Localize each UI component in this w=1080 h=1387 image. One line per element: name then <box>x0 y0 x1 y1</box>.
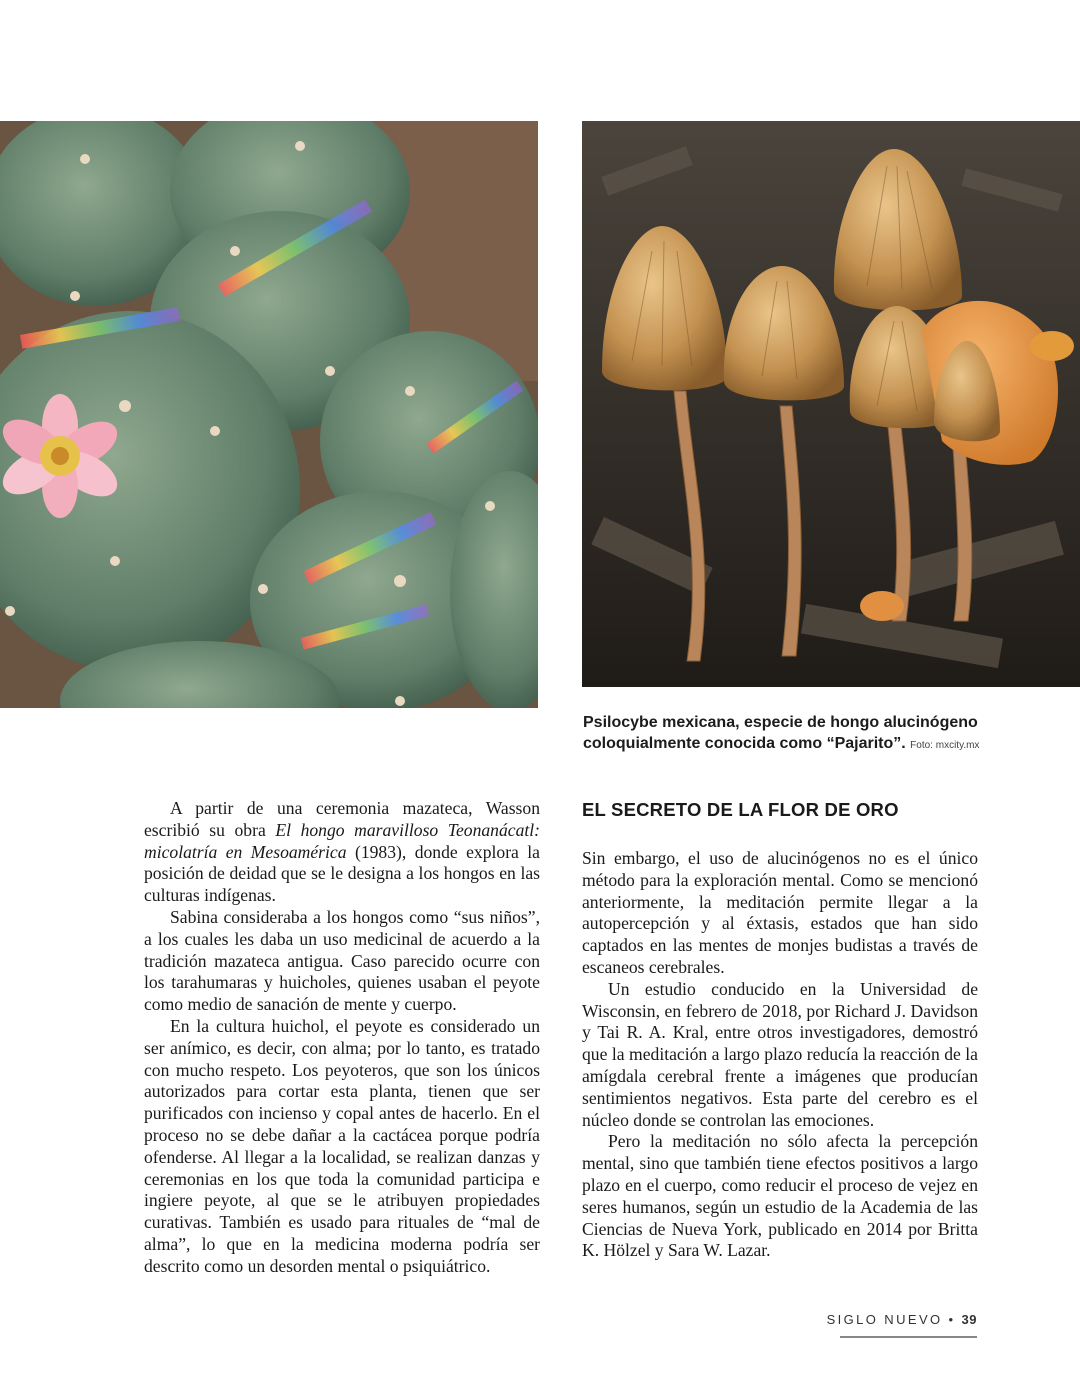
footer-separator: • <box>942 1312 962 1327</box>
left-p1-rest: (1983), donde explora la posición de deidad que se le designa a los hongos en las culturas indígenas. <box>144 841 540 906</box>
photo-credit: Foto: mxcity.mx <box>910 740 980 751</box>
book-title: El hongo maravilloso Teonanácatl: micolatría en Mesoamérica <box>144 819 540 862</box>
section-heading: EL SECRETO DE LA FLOR DE ORO <box>582 799 899 820</box>
left-p1-intro: A partir de una ceremonia mazateca, Wasson escribió su obra <box>144 798 540 840</box>
left-paragraph-2: Sabina consideraba a los hongos como “sus niños”, a los cuales les daba un uso medicinal de acuerdo a la tradición mazateca antigua. Caso parecido ocurre con los tarahumaras y huicholes, quienes usaban el peyote como medio de sanación de mente y cuerpo. <box>144 906 540 1015</box>
magazine-name: SIGLO NUEVO <box>826 1312 943 1327</box>
left-text-column <box>144 798 540 1278</box>
right-text-column <box>582 798 978 1262</box>
photo-caption <box>583 712 1023 756</box>
right-paragraph-3: Pero la meditación no sólo afecta la percepción mental, sino que también tiene efectos positivos a largo plazo en el cuerpo, como reducir el proceso de vejez en seres humanos, según un estudio de la Academia de las Ciencias de Nueva York, publicado en 2014 por Britta K. Hölzel y Sara W. Lazar. <box>582 1131 978 1261</box>
peyote-cactus-photo <box>0 121 538 708</box>
psilocybe-mushrooms-photo <box>582 121 1080 687</box>
caption-text: Psilocybe mexicana, especie de hongo alucinógeno coloquialmente conocida como “Pajarito”. <box>583 714 978 752</box>
left-paragraph-3: En la cultura huichol, el peyote es considerado un ser anímico, es decir, con alma; por lo tanto, es tratado con mucho respeto. Los peyoteros, que son los únicos autorizados para cortar esta planta, tienen que ser purificados con incienso y copal antes de hacerlo. En el proceso no se debe dañar a la cactácea porque podría ofenderse. Al llegar a la localidad, se realizan danzas y ceremonias en los que toda la comunidad participa e ingiere peyote, al que se le atribuyen propiedades curativas. También es usado para rituales de “mal de alma”, lo que en la medicina moderna podría ser descrito como un desorden mental o psiquiátrico. <box>144 1015 540 1276</box>
page-footer <box>827 1312 977 1327</box>
right-paragraph-2: Un estudio conducido en la Universidad de Wisconsin, en febrero de 2018, por Richard J. Davidson y Tai R. A. Kral, entre otros investigadores, demostró que la meditación a largo plazo reducía la reacción de la amígdala cerebral frente a imágenes que producían sentimientos negativos. Esta parte del cerebro es el núcleo donde se controlan las emociones. <box>582 978 978 1130</box>
page-number: 39 <box>961 1312 977 1327</box>
left-paragraph-1 <box>144 798 540 907</box>
footer-rule <box>840 1336 977 1338</box>
right-paragraph-1: Sin embargo, el uso de alucinógenos no es el único método para la exploración mental. Como se mencionó anteriormente, la meditación permite llegar a la autopercepción y al éxtasis, estados que han sido captados en las mentes de monjes budistas a través de escaneos cerebrales. <box>582 848 978 977</box>
